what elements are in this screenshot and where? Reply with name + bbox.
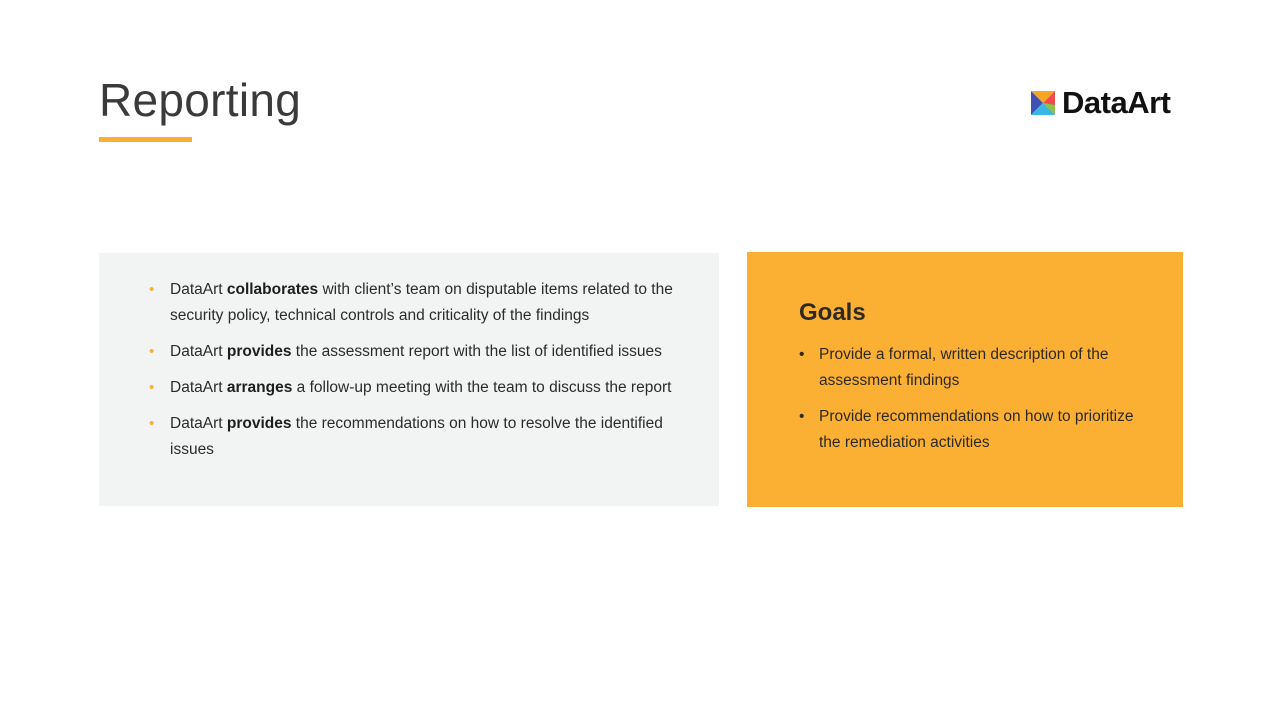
bullet-icon: • bbox=[799, 408, 805, 425]
item-keyword: provides bbox=[226, 343, 292, 360]
item-keyword: arranges bbox=[226, 379, 293, 396]
item-text: a follow-up meeting with the team to discuss the report bbox=[292, 379, 672, 396]
process-panel bbox=[99, 253, 719, 506]
item-keyword: provides bbox=[226, 415, 292, 432]
bullet-icon: • bbox=[149, 379, 155, 396]
goals-list bbox=[799, 342, 1143, 456]
item-prefix: DataArt bbox=[170, 379, 227, 396]
list-item bbox=[799, 342, 1143, 394]
list-item bbox=[149, 277, 679, 329]
dataart-logo bbox=[1031, 86, 1170, 120]
logo-text: DataArt bbox=[1062, 85, 1171, 120]
item-prefix: DataArt bbox=[170, 281, 227, 298]
item-keyword: collaborates bbox=[226, 281, 319, 298]
bullet-icon: • bbox=[149, 343, 155, 360]
item-prefix: DataArt bbox=[170, 343, 227, 360]
title-underline bbox=[99, 137, 192, 142]
goals-title: Goals bbox=[799, 299, 866, 326]
bullet-icon: • bbox=[799, 346, 805, 363]
process-list bbox=[149, 277, 679, 463]
goal-text: Provide a formal, written description of the assessment findings bbox=[819, 346, 1109, 389]
bullet-icon: • bbox=[149, 281, 155, 298]
item-text: the assessment report with the list of identified issues bbox=[291, 343, 662, 360]
list-item bbox=[149, 339, 679, 365]
slide-title: Reporting bbox=[99, 74, 302, 126]
list-item bbox=[799, 404, 1143, 456]
goal-text: Provide recommendations on how to prioritize the remediation activities bbox=[819, 408, 1134, 451]
bullet-icon: • bbox=[149, 415, 155, 432]
list-item bbox=[149, 411, 679, 463]
item-prefix: DataArt bbox=[170, 415, 227, 432]
list-item bbox=[149, 375, 679, 401]
dataart-logo-icon bbox=[1031, 91, 1055, 115]
item-text: with client’s team on disputable items related to the security policy, technical controls and criticality of the findings bbox=[170, 281, 673, 324]
goals-panel bbox=[747, 252, 1183, 507]
item-text: the recommendations on how to resolve the identified issues bbox=[170, 415, 663, 458]
